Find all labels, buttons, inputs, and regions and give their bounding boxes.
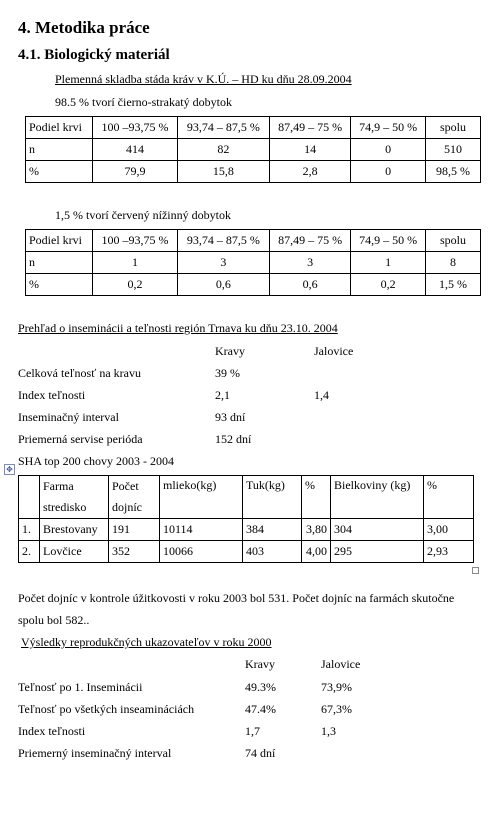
table-cell: Brestovany — [40, 519, 109, 541]
row-value-cows: 49.3% — [245, 680, 276, 694]
table-header-cell: spolu — [426, 117, 481, 139]
row-value-cows: 39 % — [215, 366, 240, 380]
row-label: Index teľnosti — [18, 388, 86, 402]
table-header-cell: Bielkoviny (kg) — [331, 476, 424, 519]
col-cows-label: Kravy — [215, 344, 245, 358]
insemination-title: Prehľad o inseminácii a teľnosti región Trnava ku dňu 23.10. 2004 — [18, 321, 338, 335]
table-header-cell: 100 –93,75 % — [93, 117, 178, 139]
table-cell: 14 — [269, 139, 351, 161]
table-cell: 403 — [243, 541, 302, 563]
breed-table-black-white — [25, 116, 481, 183]
table-header-cell: Podiel krvi — [26, 230, 93, 252]
table-cell: n — [26, 139, 93, 161]
table-header-cell: Tuk(kg) — [243, 476, 302, 519]
table-header-cell: 74,9 – 50 % — [351, 117, 426, 139]
table-cell: 10066 — [160, 541, 243, 563]
section-heading: 4.1. Biologický materiál — [18, 47, 170, 63]
table-cell: % — [26, 274, 93, 296]
table-row — [26, 161, 481, 183]
table-header-cell: 93,74 – 87,5 % — [177, 230, 269, 252]
row-label: Celková teľnosť na kravu — [18, 366, 141, 380]
table-header-cell: 93,74 – 87,5 % — [177, 117, 269, 139]
row-value-heifers: 1,4 — [314, 388, 329, 402]
table-header-cell: 74,9 – 50 % — [351, 230, 426, 252]
table-header-cell: Farma stredisko — [40, 476, 109, 519]
table-cell: 8 — [426, 252, 481, 274]
table-header-cell: % — [302, 476, 331, 519]
table-cell: Lovčice — [40, 541, 109, 563]
herd-title: Plemenná skladba stáda kráv v K.Ú. – HD ku dňu 28.09.2004 — [55, 72, 352, 86]
table-header-cell: 87,49 – 75 % — [269, 230, 351, 252]
table-row — [19, 541, 474, 563]
row-value-cows: 93 dní — [215, 410, 246, 424]
row-value-heifers: 67,3% — [321, 702, 352, 716]
sha-table — [18, 475, 474, 563]
table-cell: 1 — [351, 252, 426, 274]
table-row — [26, 274, 481, 296]
col-heifers-label: Jalovice — [314, 344, 354, 358]
table-header-cell — [19, 476, 40, 519]
row-label: Inseminačný interval — [18, 410, 119, 424]
table-cell: n — [26, 252, 93, 274]
table-cell: 2,8 — [269, 161, 351, 183]
table-header-cell: 100 –93,75 % — [93, 230, 178, 252]
table-cell: 82 — [177, 139, 269, 161]
results-title: Výsledky reprodukčných ukazovateľov v roku 2000 — [21, 635, 272, 649]
row-value-heifers: 73,9% — [321, 680, 352, 694]
col-heifers-label: Jalovice — [321, 657, 361, 671]
table-cell: 1,5 % — [426, 274, 481, 296]
table-cell: 0 — [351, 161, 426, 183]
table-cell: 0 — [351, 139, 426, 161]
table1-caption: 98.5 % tvorí čierno-strakatý dobytok — [55, 95, 232, 109]
table-cell: 304 — [331, 519, 424, 541]
table-header-cell: Podiel krvi — [26, 117, 93, 139]
row-value-cows: 74 dní — [245, 746, 276, 760]
table-cell: 3,80 — [302, 519, 331, 541]
table-row — [19, 519, 474, 541]
table-cell: 191 — [109, 519, 160, 541]
table-cell: 3 — [269, 252, 351, 274]
row-label: Index teľnosti — [18, 724, 86, 738]
row-label: Teľnosť po všetkých inseamináciách — [18, 702, 195, 716]
table-cell: 1 — [93, 252, 178, 274]
paragraph-line: spolu bol 582.. — [18, 613, 90, 627]
table-cell: 0,6 — [269, 274, 351, 296]
row-label: Priemerný inseminačný interval — [18, 746, 172, 760]
row-label: Teľnosť po 1. Inseminácii — [18, 680, 143, 694]
table-row — [26, 252, 481, 274]
table-cell: 0,2 — [93, 274, 178, 296]
table-cell: 4,00 — [302, 541, 331, 563]
table-cell: % — [26, 161, 93, 183]
row-value-cows: 2,1 — [215, 388, 230, 402]
sha-title: SHA top 200 chovy 2003 - 2004 — [18, 454, 174, 468]
row-value-cows: 152 dní — [215, 432, 252, 446]
table-row — [26, 117, 481, 139]
table-cell: 98,5 % — [426, 161, 481, 183]
table-cell: 3,00 — [424, 519, 474, 541]
table-cell: 295 — [331, 541, 424, 563]
table-cell: 414 — [93, 139, 178, 161]
table-header-cell: mlieko(kg) — [160, 476, 243, 519]
table-cell: 3 — [177, 252, 269, 274]
table-row — [19, 476, 474, 519]
table-cell: 0,2 — [351, 274, 426, 296]
table-cell: 2. — [19, 541, 40, 563]
table-cell: 15,8 — [177, 161, 269, 183]
table-header-cell: spolu — [426, 230, 481, 252]
table-cell: 384 — [243, 519, 302, 541]
table2-caption: 1,5 % tvorí červený nížinný dobytok — [55, 208, 231, 222]
table-header-cell: % — [424, 476, 474, 519]
resize-handle-icon[interactable] — [472, 567, 479, 574]
table-cell: 79,9 — [93, 161, 178, 183]
paragraph-line: Počet dojníc v kontrole úžitkovosti v roku 2003 bol 531. Počet dojníc na farmách skutočne — [18, 591, 455, 605]
table-cell: 352 — [109, 541, 160, 563]
row-value-cows: 47.4% — [245, 702, 276, 716]
col-cows-label: Kravy — [245, 657, 275, 671]
row-value-cows: 1,7 — [245, 724, 260, 738]
table-header-cell: 87,49 – 75 % — [269, 117, 351, 139]
table-header-cell: Počet dojníc — [109, 476, 160, 519]
table-cell: 1. — [19, 519, 40, 541]
move-anchor-icon[interactable]: ✥ — [4, 464, 15, 475]
table-cell: 0,6 — [177, 274, 269, 296]
table-cell: 10114 — [160, 519, 243, 541]
table-row — [26, 230, 481, 252]
row-label: Priemerná servise perióda — [18, 432, 143, 446]
row-value-heifers: 1,3 — [321, 724, 336, 738]
table-row — [26, 139, 481, 161]
table-cell: 510 — [426, 139, 481, 161]
table-cell: 2,93 — [424, 541, 474, 563]
breed-table-red — [25, 229, 481, 296]
page-heading: 4. Metodika práce — [18, 18, 150, 37]
